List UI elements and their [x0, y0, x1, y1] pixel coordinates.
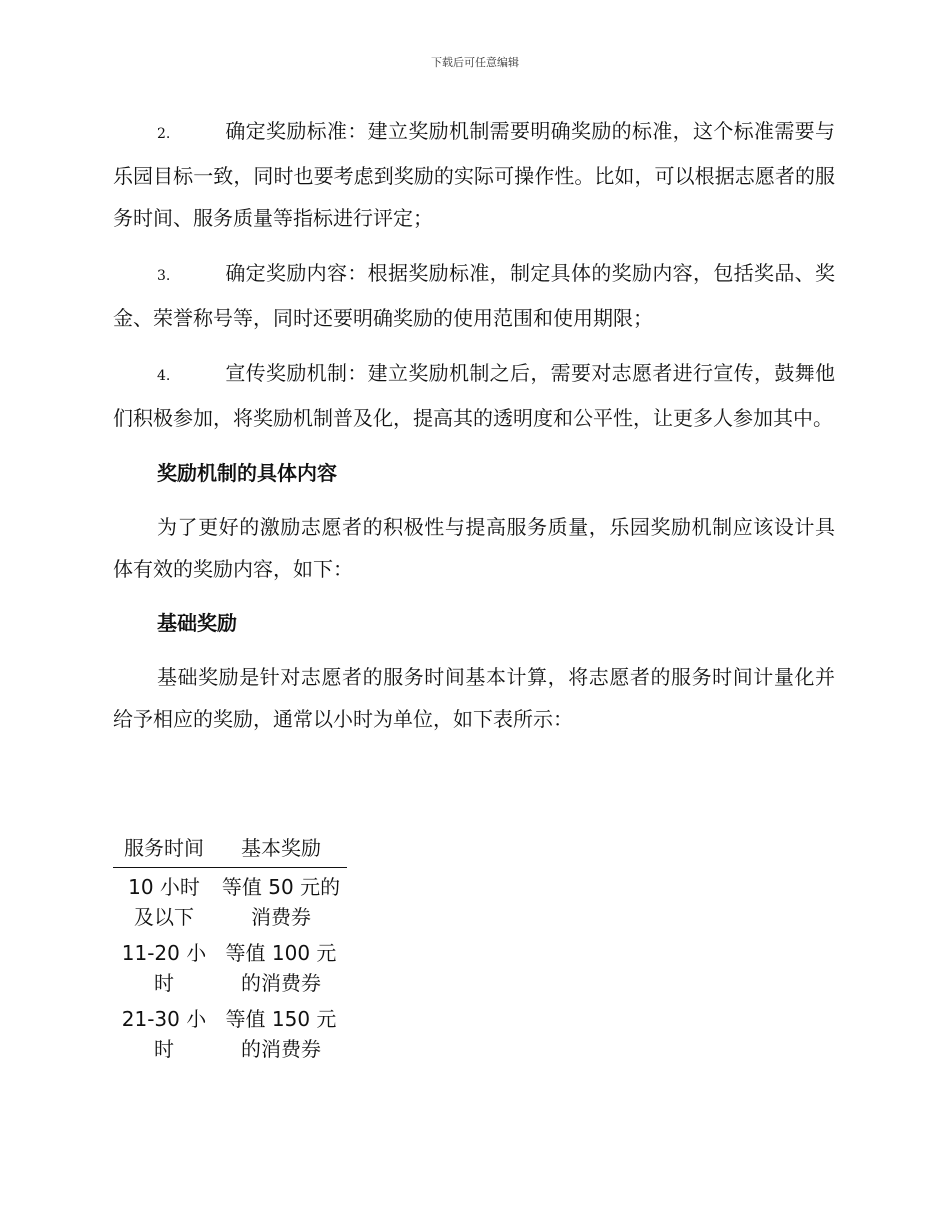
- table-cell: 11-20 小时: [121, 941, 207, 995]
- section-paragraph: 为了更好的激励志愿者的积极性与提高服务质量，乐园奖励机制应该设计具体有效的奖励内容，如下：: [113, 515, 835, 581]
- table-cell: 等值 50 元的消费券: [221, 875, 341, 929]
- table-header-row: [113, 833, 347, 868]
- column-header-basic-reward: 基本奖励: [215, 833, 347, 868]
- table-row: [113, 934, 347, 1000]
- table-row: [113, 1000, 347, 1066]
- page-header-note: 下载后可任意编辑: [431, 56, 519, 69]
- reward-table: [113, 833, 347, 1066]
- item-text: 宣传奖励机制：建立奖励机制之后，需要对志愿者进行宣传，鼓舞他们积极参加，将奖励机制普及化，提高其的透明度和公平性，让更多人参加其中。: [113, 361, 835, 430]
- table-row: [113, 868, 347, 935]
- column-header-service-time: 服务时间: [113, 833, 215, 868]
- subsection-heading: 基础奖励: [157, 611, 237, 635]
- table-cell: 21-30 小时: [121, 1007, 207, 1061]
- numbered-item: [113, 110, 835, 239]
- item-number: 3.: [157, 268, 171, 284]
- item-number: 2.: [157, 126, 171, 142]
- section-heading: 奖励机制的具体内容: [157, 461, 337, 485]
- item-text: 确定奖励内容：根据奖励标准，制定具体的奖励内容，包括奖品、奖金、荣誉称号等，同时还要明确奖励的使用范围和使用期限；: [113, 261, 835, 330]
- table-cell: 10 小时及以下: [128, 875, 200, 929]
- subsection-paragraph: 基础奖励是针对志愿者的服务时间基本计算，将志愿者的服务时间计量化并给予相应的奖励，通常以小时为单位，如下表所示：: [113, 665, 835, 731]
- item-text: 确定奖励标准：建立奖励机制需要明确奖励的标准，这个标准需要与乐园目标一致，同时也要考虑到奖励的实际可操作性。比如，可以根据志愿者的服务时间、服务质量等指标进行评定；: [113, 119, 835, 230]
- table-cell: 等值 100 元的消费券: [225, 941, 337, 995]
- document-body: [113, 110, 835, 752]
- table-cell: 等值 150 元的消费券: [225, 1007, 337, 1061]
- numbered-item: [113, 352, 835, 439]
- numbered-item: [113, 252, 835, 339]
- item-number: 4.: [157, 368, 171, 384]
